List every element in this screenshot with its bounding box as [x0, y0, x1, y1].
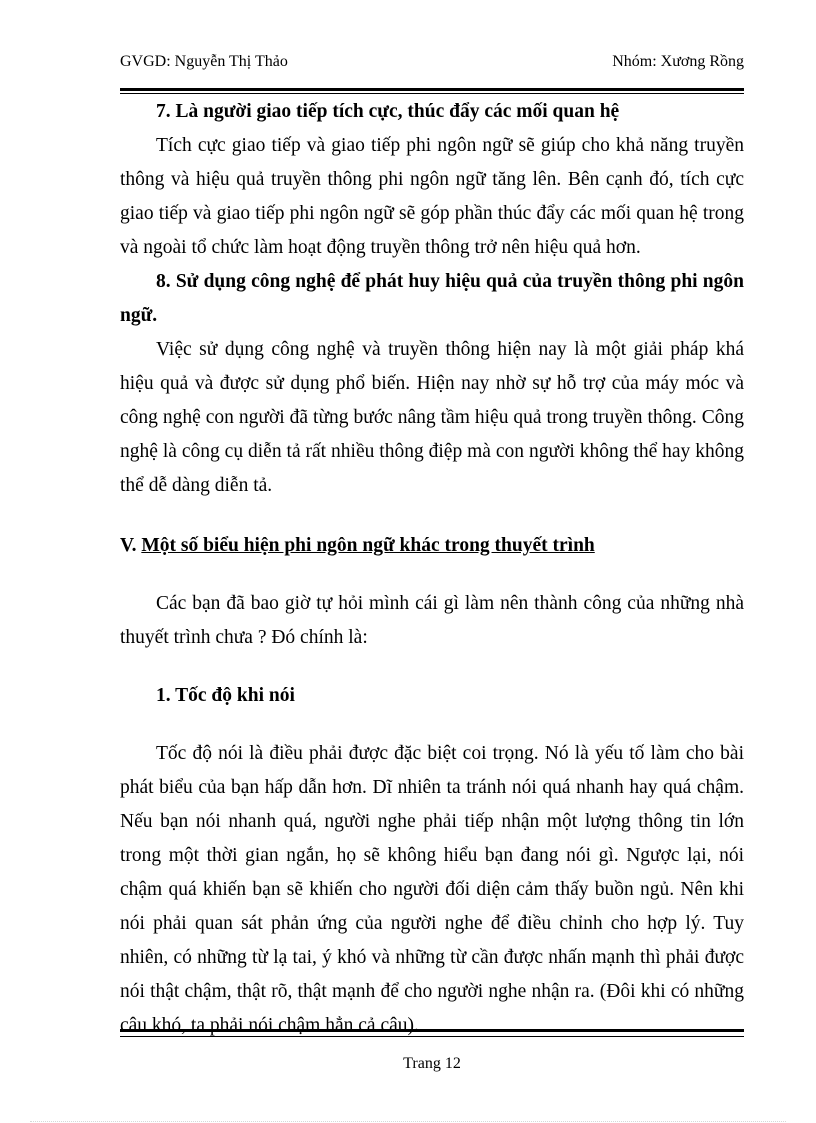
page-edge — [30, 1121, 786, 1122]
section-v-heading — [120, 529, 744, 563]
section-v-number: V. — [120, 535, 137, 556]
subsection-1-heading: 1. Tốc độ khi nói — [156, 685, 295, 706]
page-header — [120, 52, 744, 72]
section-7-heading: 7. Là người giao tiếp tích cực, thúc đẩy các mối quan hệ — [156, 101, 620, 122]
section-8-heading: 8. Sử dụng công nghệ để phát huy hiệu quả của truyền thông phi ngôn ngữ. — [120, 271, 744, 326]
header-instructor: GVGD: Nguyễn Thị Thảo — [120, 53, 288, 70]
section-8-paragraph: Việc sử dụng công nghệ và truyền thông hiện nay là một giải pháp khá hiệu quả và được sử dụng phổ biến. Hiện nay nhờ sự hỗ trợ của máy móc và công nghệ con người đã từng bước nâng tầm hiệu quả trong truyền thông. Công nghệ là công cụ diễn tả rất nhiều thông điệp mà con người không thể hay không thể dễ dàng diễn tả. — [120, 339, 744, 496]
header-divider — [120, 88, 744, 94]
subsection-1-paragraph: Tốc độ nói là điều phải được đặc biệt coi trọng. Nó là yếu tố làm cho bài phát biểu của bạn hấp dẫn hơn. Dĩ nhiên ta tránh nói quá nhanh hay quá chậm. Nếu bạn nói nhanh quá, người nghe phải tiếp nhận một lượng thông tin lớn trong một thời gian ngắn, họ sẽ không hiểu bạn đang nói gì. Ngược lại, nói chậm quá khiến bạn sẽ khiến cho người đối diện cảm thấy buồn ngủ. Nên khi nói phải quan sát phản ứng của người nghe để điều chỉnh cho hợp lý. Tuy nhiên, có những từ lạ tai, ý khó và những từ cần được nhấn mạnh thì phải được nói thật chậm, thật rõ, thật mạnh để cho người nghe nhận ra. (Đôi khi có những câu khó, ta phải nói chậm hẳn cả câu). — [120, 743, 744, 1036]
page-number: Trang 12 — [403, 1055, 461, 1072]
section-7-paragraph: Tích cực giao tiếp và giao tiếp phi ngôn ngữ sẽ giúp cho khả năng truyền thông và hiệu quả truyền thông phi ngôn ngữ tăng lên. Bên cạnh đó, tích cực giao tiếp và giao tiếp phi ngôn ngữ sẽ góp phần thúc đẩy các mối quan hệ trong và ngoài tổ chức làm hoạt động truyền thông trở nên hiệu quả hơn. — [120, 135, 744, 258]
section-v-intro: Các bạn đã bao giờ tự hỏi mình cái gì làm nên thành công của những nhà thuyết trình chưa ? Đó chính là: — [120, 593, 744, 648]
section-v-title: Một số biểu hiện phi ngôn ngữ khác trong thuyết trình — [141, 535, 595, 556]
page-content — [120, 95, 744, 1043]
footer-divider — [120, 1029, 744, 1037]
header-group: Nhóm: Xương Rồng — [612, 53, 744, 70]
page-footer — [120, 1054, 744, 1074]
